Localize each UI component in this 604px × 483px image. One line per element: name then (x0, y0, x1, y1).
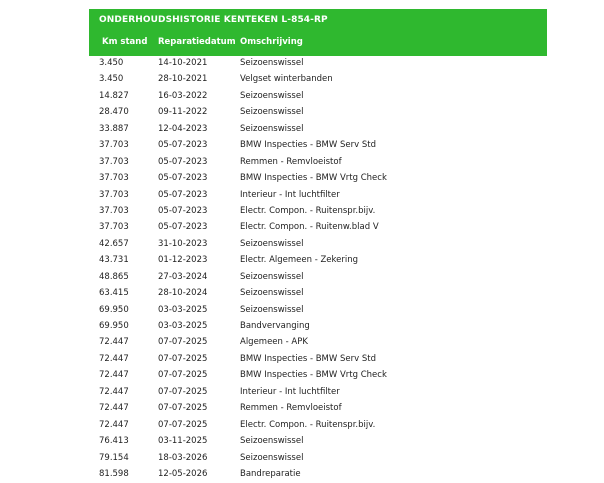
description-cell: Seizoenswissel (240, 107, 304, 118)
description-cell: Seizoenswissel (240, 58, 304, 68)
date-cell: 07-07-2025 (158, 403, 208, 414)
date-cell: 07-07-2025 (158, 337, 208, 348)
km-cell: 33.887 (99, 123, 129, 134)
description-cell: Bandvervanging (240, 321, 310, 331)
date-cell: 05-07-2023 (158, 222, 208, 233)
date-cell: 03-03-2025 (158, 321, 208, 331)
date-cell: 05-07-2023 (158, 156, 208, 167)
km-cell: 69.950 (99, 304, 129, 315)
description-cell: Electr. Compon. - Ruitenspr.bijv. (240, 205, 376, 216)
description-cell: BMW Inspecties - BMW Serv Std (240, 140, 376, 151)
table-row (89, 335, 547, 351)
date-cell: 14-10-2021 (158, 58, 208, 68)
column-header-km: Km stand (102, 37, 148, 47)
description-cell: BMW Inspecties - BMW Vrtg Check (240, 173, 387, 184)
km-cell: 48.865 (99, 271, 129, 282)
table-row (89, 286, 547, 302)
description-cell: Seizoenswissel (240, 271, 304, 282)
table-row (89, 418, 547, 434)
date-cell: 05-07-2023 (158, 173, 208, 184)
date-cell: 07-07-2025 (158, 419, 208, 430)
description-cell: Remmen - Remvloeistof (240, 403, 342, 414)
table-row (89, 270, 547, 286)
description-cell: Seizoenswissel (240, 238, 304, 249)
date-cell: 01-12-2023 (158, 255, 208, 266)
table-row (89, 467, 547, 483)
date-cell: 05-07-2023 (158, 140, 208, 151)
km-cell: 37.703 (99, 173, 129, 184)
table-row (89, 138, 547, 154)
date-cell: 09-11-2022 (158, 107, 208, 118)
km-cell: 69.950 (99, 321, 129, 331)
km-cell: 72.447 (99, 403, 129, 414)
date-cell: 18-03-2026 (158, 452, 208, 463)
description-cell: Seizoenswissel (240, 90, 304, 101)
column-header-description: Omschrijving (240, 37, 303, 47)
table-row (89, 204, 547, 220)
km-cell: 79.154 (99, 452, 129, 463)
table-row (89, 72, 547, 88)
description-cell: Electr. Compon. - Ruitenw.blad V (240, 222, 379, 233)
table-title: ONDERHOUDSHISTORIE KENTEKEN L-854-RP (99, 15, 328, 25)
table-row (89, 155, 547, 171)
table-row (89, 122, 547, 138)
table-row (89, 451, 547, 467)
description-cell: Seizoenswissel (240, 123, 304, 134)
date-cell: 12-04-2023 (158, 123, 208, 134)
km-cell: 42.657 (99, 238, 129, 249)
description-cell: Seizoenswissel (240, 304, 304, 315)
table-row (89, 368, 547, 384)
table-row (89, 56, 547, 72)
description-cell: Interieur - Int luchtfilter (240, 189, 340, 200)
km-cell: 37.703 (99, 140, 129, 151)
date-cell: 27-03-2024 (158, 271, 208, 282)
table-row (89, 105, 547, 121)
date-cell: 05-07-2023 (158, 189, 208, 200)
table-row (89, 220, 547, 236)
km-cell: 3.450 (99, 58, 124, 68)
km-cell: 37.703 (99, 156, 129, 167)
km-cell: 37.703 (99, 222, 129, 233)
km-cell: 72.447 (99, 386, 129, 397)
description-cell: Seizoenswissel (240, 288, 304, 299)
description-cell: Electr. Algemeen - Zekering (240, 255, 359, 266)
km-cell: 43.731 (99, 255, 129, 266)
description-cell: BMW Inspecties - BMW Serv Std (240, 353, 376, 364)
km-cell: 37.703 (99, 205, 129, 216)
description-cell: Bandreparatie (240, 468, 301, 479)
column-header-date: Reparatiedatum (158, 37, 236, 47)
description-cell: Seizoenswissel (240, 452, 304, 463)
column-headers (89, 37, 547, 51)
date-cell: 16-03-2022 (158, 90, 208, 101)
km-cell: 3.450 (99, 74, 124, 85)
date-cell: 12-05-2026 (158, 468, 208, 479)
date-cell: 03-03-2025 (158, 304, 208, 315)
table-body (89, 56, 547, 483)
km-cell: 72.447 (99, 337, 129, 348)
km-cell: 81.598 (99, 468, 129, 479)
table-row (89, 237, 547, 253)
km-cell: 72.447 (99, 353, 129, 364)
km-cell: 63.415 (99, 288, 129, 299)
table-row (89, 303, 547, 319)
table-row (89, 385, 547, 401)
table-row (89, 319, 547, 335)
description-cell: Algemeen - APK (240, 337, 308, 348)
km-cell: 76.413 (99, 436, 129, 447)
date-cell: 07-07-2025 (158, 370, 208, 381)
table-row (89, 434, 547, 450)
km-cell: 14.827 (99, 90, 129, 101)
date-cell: 31-10-2023 (158, 238, 208, 249)
table-row (89, 89, 547, 105)
km-cell: 72.447 (99, 419, 129, 430)
table-row (89, 352, 547, 368)
date-cell: 28-10-2021 (158, 74, 208, 85)
km-cell: 37.703 (99, 189, 129, 200)
description-cell: Velgset winterbanden (240, 74, 333, 85)
date-cell: 05-07-2023 (158, 205, 208, 216)
maintenance-history-table (89, 9, 547, 479)
table-row (89, 188, 547, 204)
description-cell: Remmen - Remvloeistof (240, 156, 342, 167)
date-cell: 03-11-2025 (158, 436, 208, 447)
km-cell: 72.447 (99, 370, 129, 381)
table-row (89, 171, 547, 187)
table-row (89, 401, 547, 417)
date-cell: 07-07-2025 (158, 353, 208, 364)
km-cell: 28.470 (99, 107, 129, 118)
table-header (89, 9, 547, 56)
description-cell: Electr. Compon. - Ruitenspr.bijv. (240, 419, 376, 430)
description-cell: Interieur - Int luchtfilter (240, 386, 340, 397)
table-row (89, 253, 547, 269)
date-cell: 07-07-2025 (158, 386, 208, 397)
description-cell: Seizoenswissel (240, 436, 304, 447)
description-cell: BMW Inspecties - BMW Vrtg Check (240, 370, 387, 381)
date-cell: 28-10-2024 (158, 288, 208, 299)
